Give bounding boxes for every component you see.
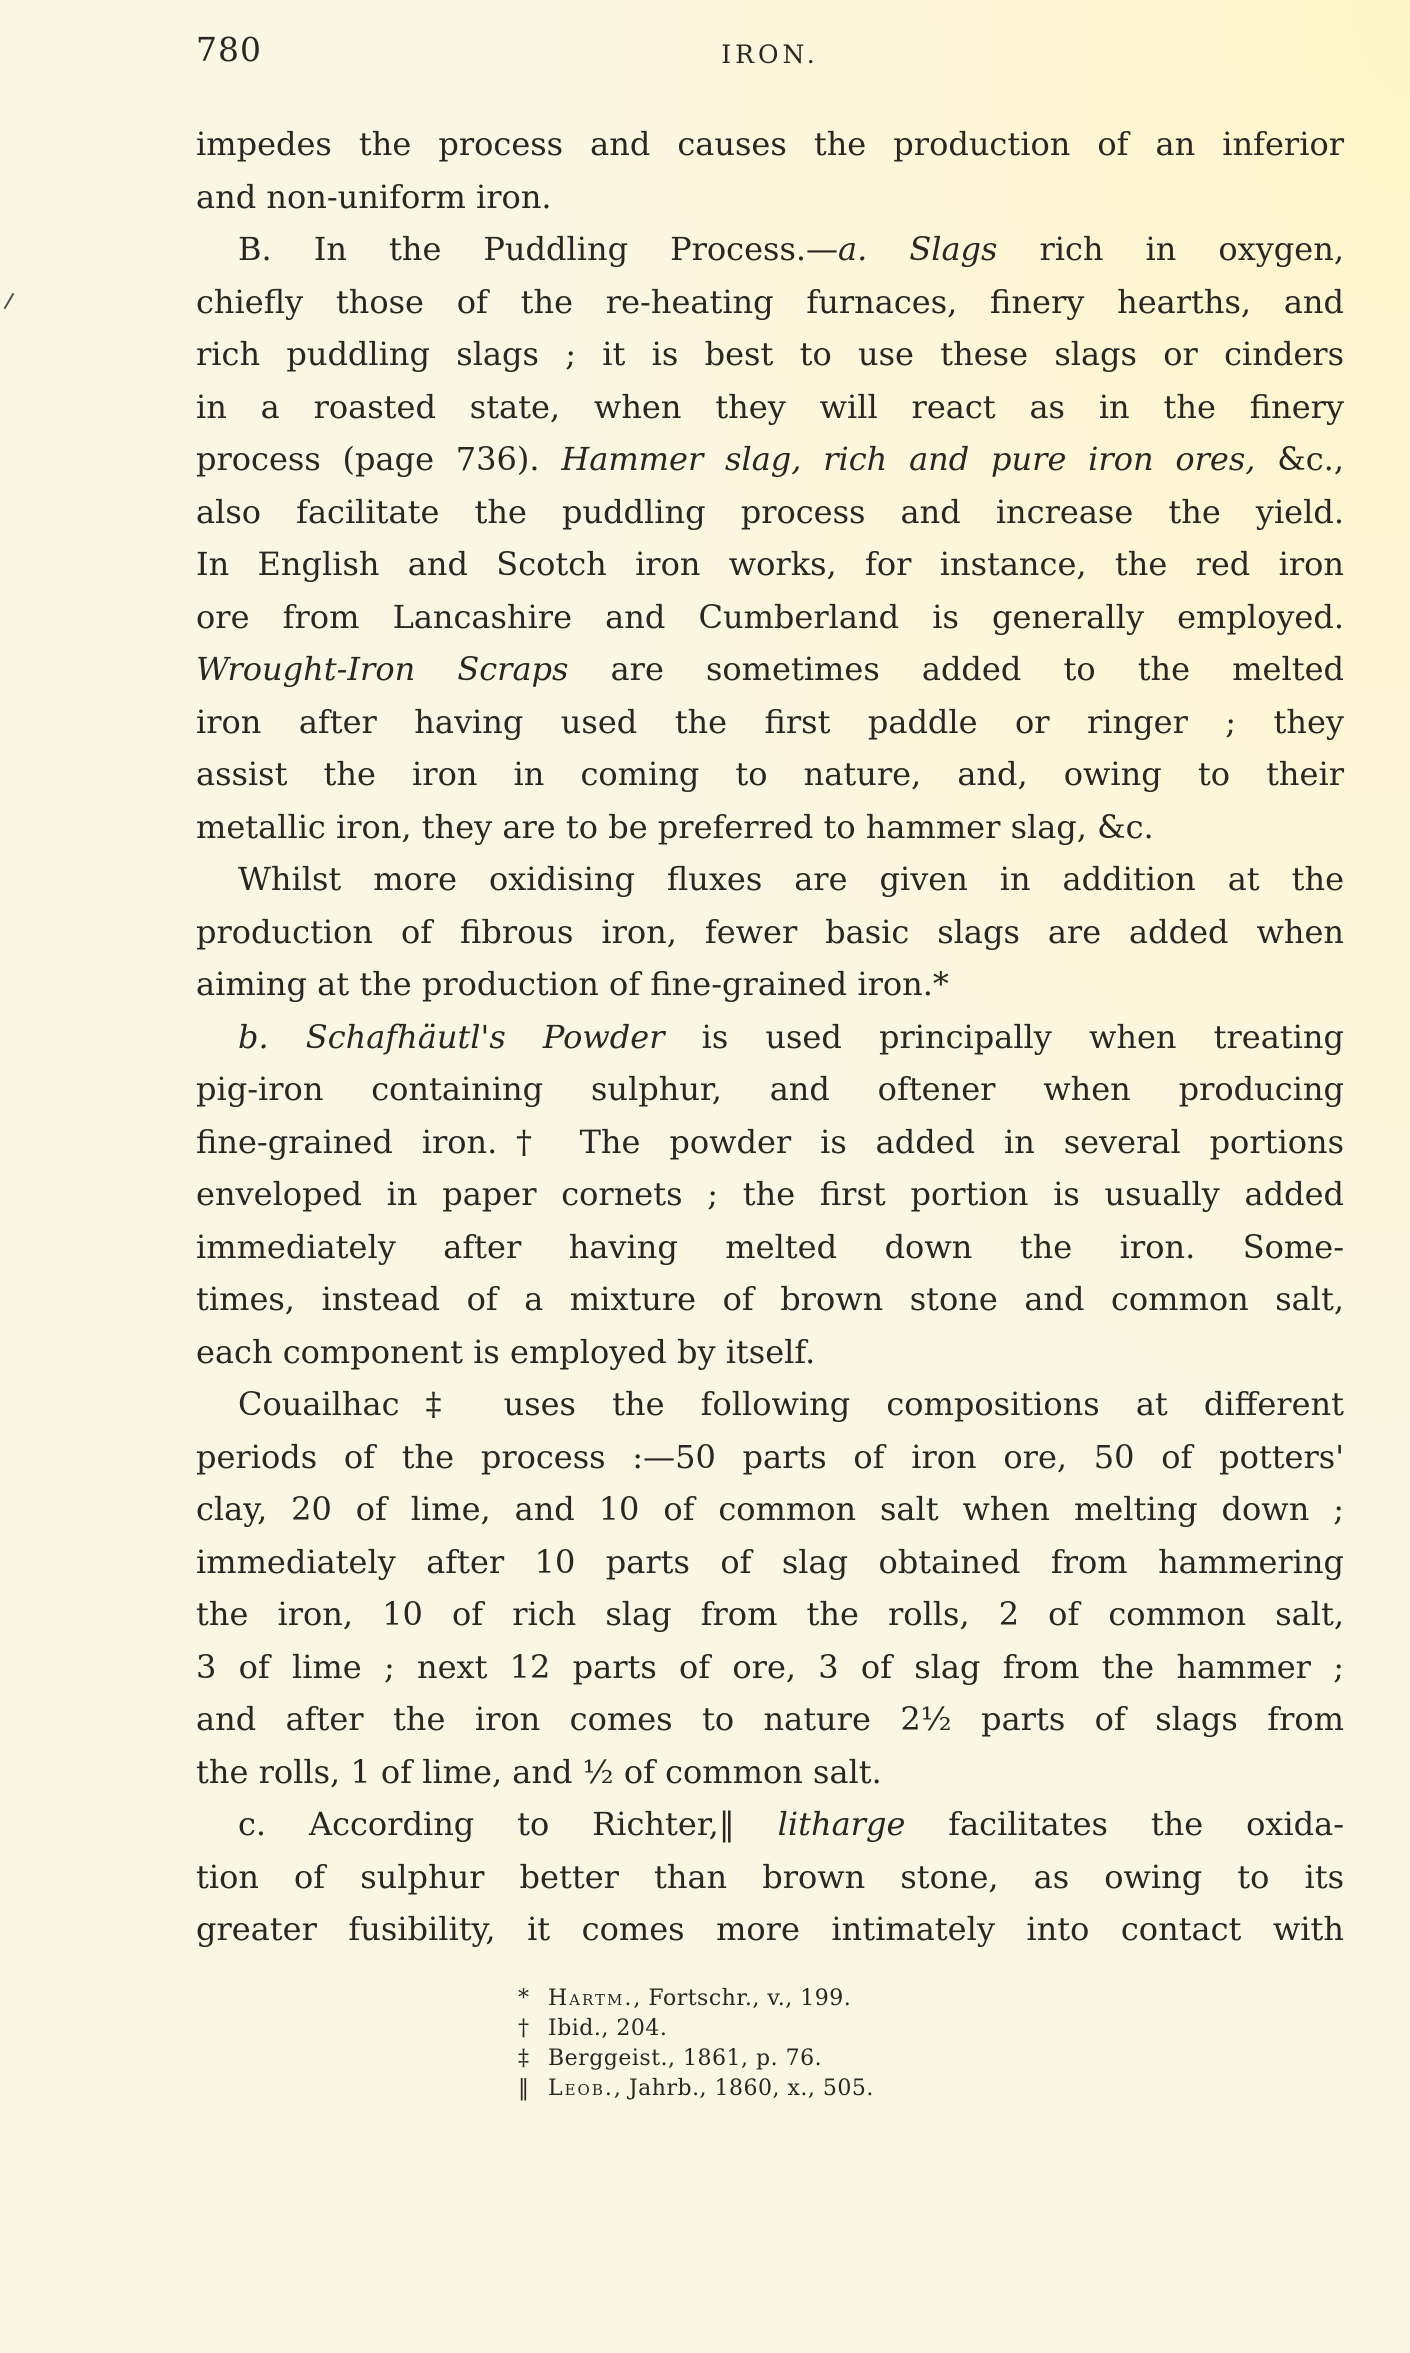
footnote-author: Leob. [548, 2076, 614, 2101]
footnote [518, 2044, 1038, 2074]
footnote [518, 2014, 1038, 2044]
text-line: iron after having used the first paddle or ringer ; they [196, 702, 1344, 741]
text-line [196, 1798, 1344, 1851]
text-line: ore from Lancashire and Cumberland is generally employed. [196, 597, 1344, 636]
text-line: chiefly those of the re-heating furnaces, finery hearths, and [196, 282, 1344, 321]
text-line: also facilitate the puddling process and increase the yield. [196, 492, 1344, 531]
text-line: Whilst more oxidising fluxes are given in addition at the [238, 860, 1344, 898]
italic-term: b. Schafhäutl's Powder [238, 1017, 665, 1056]
body-text [196, 118, 1344, 1956]
text-line: clay, 20 of lime, and 10 of common salt when melting down ; [196, 1490, 1344, 1528]
text-line: rich puddling slags ; it is best to use these slags or cinders [196, 335, 1344, 373]
footnote [518, 1984, 1038, 2014]
text-line: each component is employed by itself. [196, 1332, 816, 1371]
footnote-author: Hartm. [548, 1986, 634, 2011]
text-line: immediately after having melted down the iron. Some- [196, 1227, 1344, 1266]
text-line: times, instead of a mixture of brown stone and common salt, [196, 1280, 1344, 1318]
text-line: 3 of lime ; next 12 parts of ore, 3 of slag from the hammer ; [196, 1647, 1344, 1686]
text-line [196, 643, 1344, 696]
text-line: the iron, 10 of rich slag from the rolls, 2 of common salt, [196, 1595, 1344, 1633]
text-span: &c., [1255, 440, 1345, 478]
text-line: periods of the process :—50 parts of iron ore, 50 of potters' [196, 1437, 1344, 1476]
italic-term: a. Slags [838, 230, 998, 268]
text-span: c. According to Richter,‖ [238, 1805, 778, 1843]
text-line: impedes the process and causes the production of an inferior [196, 125, 1344, 163]
text-line: assist the iron in coming to nature, and, owing to their [196, 755, 1344, 793]
italic-term: Wrought-Iron Scraps [196, 650, 569, 688]
footnote-text: , Jahrb., 1860, x., 505. [613, 2076, 874, 2101]
page-number: 780 [196, 30, 262, 69]
text-line: metallic iron, they are to be preferred to hammer slag, &c. [196, 807, 1154, 846]
text-span: rich in oxygen, [997, 230, 1344, 268]
footnote-text: Berggeist., 1861, p. 76. [548, 2046, 823, 2071]
running-head: IRON. [721, 40, 819, 69]
text-line: the rolls, 1 of lime, and ½ of common salt. [196, 1752, 882, 1791]
text-line: and non-uniform iron. [196, 177, 552, 216]
text-span: are sometimes added to the melted [568, 650, 1345, 688]
text-line: Couailhac‡ uses the following compositions at different [238, 1385, 1344, 1423]
footnote-text: , Fortschr., v., 199. [633, 1986, 852, 2011]
footnote-marker: ‡ [518, 2046, 530, 2071]
italic-term: Hammer slag, rich and pure iron ores, [561, 440, 1256, 478]
footnote-marker: † [518, 2016, 530, 2041]
text-line: immediately after 10 parts of slag obtained from hammering [196, 1542, 1344, 1581]
footnote-marker: ‖ [518, 2076, 530, 2101]
text-line: enveloped in paper cornets ; the first portion is usually added [196, 1175, 1344, 1213]
text-line [196, 223, 1344, 276]
footnote-text: Ibid., 204. [548, 2016, 668, 2041]
text-line: pig-iron containing sulphur, and oftener when producing [196, 1070, 1344, 1108]
text-line: and after the iron comes to nature 2½ parts of slags from [196, 1700, 1344, 1738]
text-line: production of fibrous iron, fewer basic slags are added when [196, 912, 1344, 951]
section-heading: B. In the Puddling Process.— [238, 230, 839, 268]
margin-tick-mark [4, 293, 15, 310]
page-header [196, 30, 1344, 80]
footnotes [518, 1984, 1038, 2104]
italic-term: litharge [777, 1805, 906, 1843]
footnote [518, 2074, 1038, 2104]
text-line [196, 1011, 1344, 1064]
text-line [196, 433, 1344, 486]
text-line: aiming at the production of fine-grained iron.* [196, 965, 949, 1003]
text-line: in a roasted state, when they will react as in the finery [196, 387, 1344, 426]
footnote-marker: * [518, 1986, 530, 2011]
text-line: In English and Scotch iron works, for instance, the red iron [196, 545, 1344, 583]
text-span: facilitates the oxida- [905, 1805, 1345, 1843]
text-span: is used principally when treating [664, 1017, 1345, 1056]
text-line: fine-grained iron.† The powder is added in several portions [196, 1122, 1344, 1161]
text-line: greater fusibility, it comes more intimately into contact with [196, 1910, 1344, 1948]
text-span: process (page 736). [196, 440, 562, 478]
text-line: tion of sulphur better than brown stone, as owing to its [196, 1857, 1344, 1896]
